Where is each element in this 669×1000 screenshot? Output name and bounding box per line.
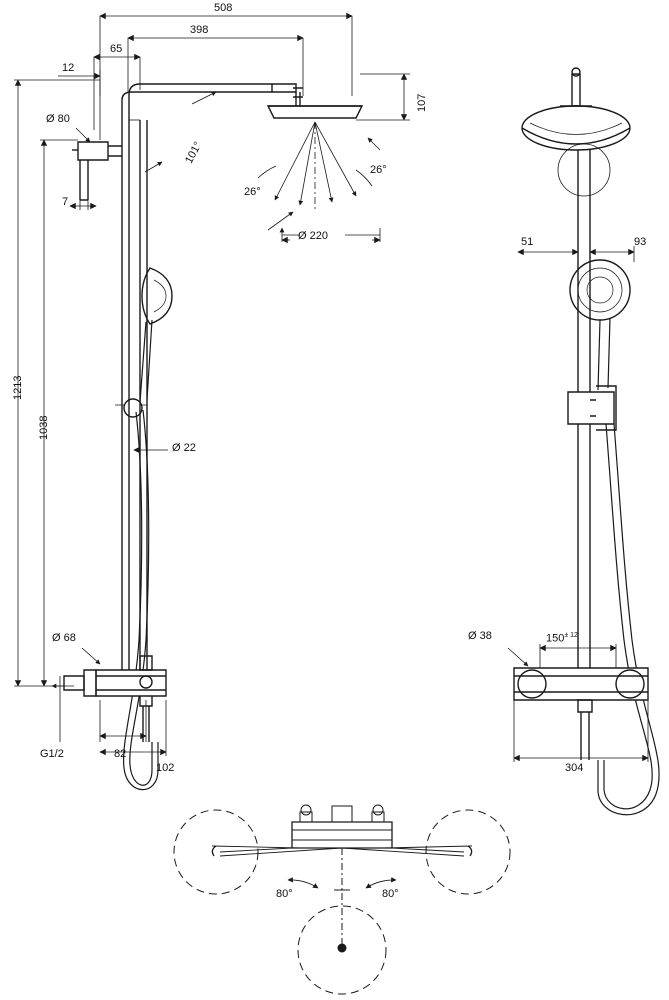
dim-51: 51 <box>521 236 534 248</box>
dim-107: 107 <box>416 93 428 112</box>
dim-12: 12 <box>62 62 75 74</box>
dim-508: 508 <box>214 2 233 14</box>
dim-d38: Ø 38 <box>468 630 492 642</box>
dim-150-tolerance: ± 12 <box>564 632 578 639</box>
plan-view <box>174 805 510 994</box>
dim-102: 102 <box>156 762 175 774</box>
dimension-lines-top <box>58 16 410 140</box>
dim-1213: 1213 <box>12 375 24 400</box>
dim-82: 82 <box>114 748 127 760</box>
dim-d22: Ø 22 <box>172 442 196 454</box>
dim-26-right: 26° <box>370 164 387 176</box>
dim-d220: Ø 220 <box>298 230 328 242</box>
dim-d68: Ø 68 <box>52 632 76 644</box>
side-view-outline <box>514 68 659 815</box>
front-view-outline <box>64 84 362 790</box>
dim-g12: G1/2 <box>40 748 64 760</box>
dim-65: 65 <box>110 43 123 55</box>
dim-d80: Ø 80 <box>46 113 70 125</box>
dim-101deg: 101° <box>183 139 205 166</box>
head-angle-dimensions <box>258 122 380 242</box>
dim-398: 398 <box>190 24 209 36</box>
dim-26-left: 26° <box>244 186 261 198</box>
dim-1038: 1038 <box>38 415 50 440</box>
dim-80-left: 80° <box>276 888 293 900</box>
dim-150-value: 150 <box>546 632 565 645</box>
dim-304: 304 <box>565 762 584 774</box>
dim-93: 93 <box>634 236 647 248</box>
dim-7: 7 <box>62 196 69 208</box>
dim-80-right: 80° <box>382 888 399 900</box>
dim-150 <box>546 632 578 645</box>
